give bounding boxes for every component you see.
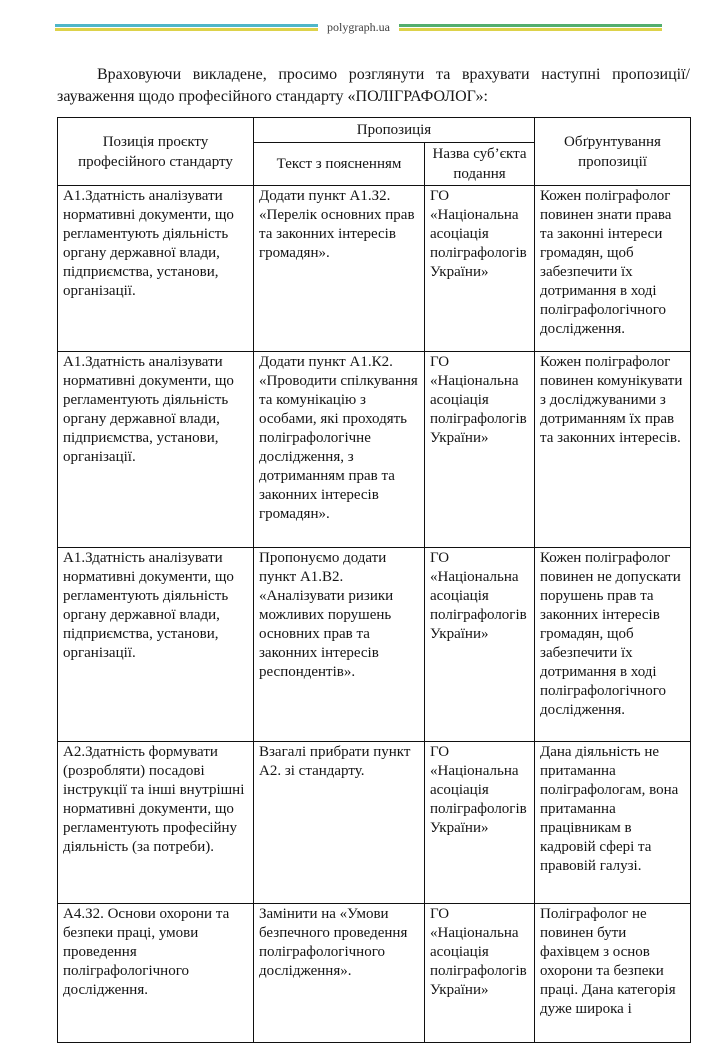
cell-subject: ГО «Національна асоціація поліграфологів України» <box>425 352 535 548</box>
cell-position: А1.Здатність аналізувати нормативні документи, що регламентують діяльність органу державної влади, підприємства, установи, організації. <box>58 186 254 352</box>
header-row-group <box>58 118 691 143</box>
document-page <box>0 21 715 1045</box>
table-row <box>58 742 691 904</box>
table-row <box>58 904 691 1043</box>
table-row <box>58 352 691 548</box>
cell-justification: Поліграфолог не повинен бути фахівцем з основ охорони та безпеки праці. Дана категорія дуже широка і <box>535 904 691 1043</box>
header-rule-right <box>399 24 662 31</box>
page-header <box>55 21 662 33</box>
cell-justification: Кожен поліграфолог повинен комунікувати з досліджуваними з дотриманням їх прав та законних інтересів. <box>535 352 691 548</box>
cell-proposal-text: Додати пункт А1.З2. «Перелік основних прав та законних інтересів громадян». <box>254 186 425 352</box>
intro-paragraph: Враховуючи викладене, просимо розглянути та врахувати наступні пропозиції/зауваження щодо професійного стандарту «ПОЛІГРАФОЛОГ»: <box>57 66 690 105</box>
cell-proposal-text: Замінити на «Умови безпечного проведення поліграфологічного дослідження». <box>254 904 425 1043</box>
cell-justification: Дана діяльність не притаманна поліграфологам, вона притаманна працівникам в кадровій сфері та правовій галузі. <box>535 742 691 904</box>
logo-text: polygraph.ua <box>327 20 390 34</box>
header-rule-right-yellow-stripe <box>399 28 662 31</box>
table-header <box>58 118 691 186</box>
proposals-table <box>57 117 691 1043</box>
table-row <box>58 548 691 742</box>
header-rule-left-cyan-stripe <box>55 24 318 27</box>
cell-position: А4.З2. Основи охорони та безпеки праці, умови проведення поліграфологічного дослідження. <box>58 904 254 1043</box>
header-rule-left <box>55 24 318 31</box>
column-header-justification: Обґрунтування пропозиції <box>535 118 691 186</box>
cell-subject: ГО «Національна асоціація поліграфологів України» <box>425 186 535 352</box>
column-header-position: Позиція проєкту професійного стандарту <box>58 118 254 186</box>
cell-proposal-text: Додати пункт А1.К2. «Проводити спілкування та комунікацію з особами, які проходять поліграфологічне дослідження, з дотриманням прав та законних інтересів громадян». <box>254 352 425 548</box>
cell-subject: ГО «Національна асоціація поліграфологів України» <box>425 742 535 904</box>
table-row <box>58 186 691 352</box>
cell-justification: Кожен поліграфолог повинен знати права та законні інтереси громадян, щоб забезпечити їх дотримання в ході поліграфологічного дослідження. <box>535 186 691 352</box>
column-header-proposal-group: Пропозиція <box>254 118 535 143</box>
column-header-subject: Назва суб’єкта подання <box>425 143 535 186</box>
cell-position: А2.Здатність формувати (розробляти) посадові інструкції та інші внутрішні нормативні документи, що регламентують професійну діяльність (за потреби). <box>58 742 254 904</box>
cell-justification: Кожен поліграфолог повинен не допускати порушень прав та законних інтересів громадян, щоб забезпечити їх дотримання в ході поліграфологічного дослідження. <box>535 548 691 742</box>
cell-position: А1.Здатність аналізувати нормативні документи, що регламентують діяльність органу державної влади, підприємства, установи, організації. <box>58 352 254 548</box>
cell-proposal-text: Взагалі прибрати пункт А2. зі стандарту. <box>254 742 425 904</box>
cell-subject: ГО «Національна асоціація поліграфологів України» <box>425 904 535 1043</box>
table-body <box>58 186 691 1043</box>
cell-proposal-text: Пропонуємо додати пункт А1.В2. «Аналізувати ризики можливих порушень основних прав та законних інтересів респондентів». <box>254 548 425 742</box>
header-rule-left-yellow-stripe <box>55 28 318 31</box>
cell-position: А1.Здатність аналізувати нормативні документи, що регламентують діяльність органу державної влади, підприємства, установи, організації. <box>58 548 254 742</box>
column-header-proposal-text: Текст з поясненням <box>254 143 425 186</box>
header-rule-right-green-stripe <box>399 24 662 27</box>
cell-subject: ГО «Національна асоціація поліграфологів України» <box>425 548 535 742</box>
